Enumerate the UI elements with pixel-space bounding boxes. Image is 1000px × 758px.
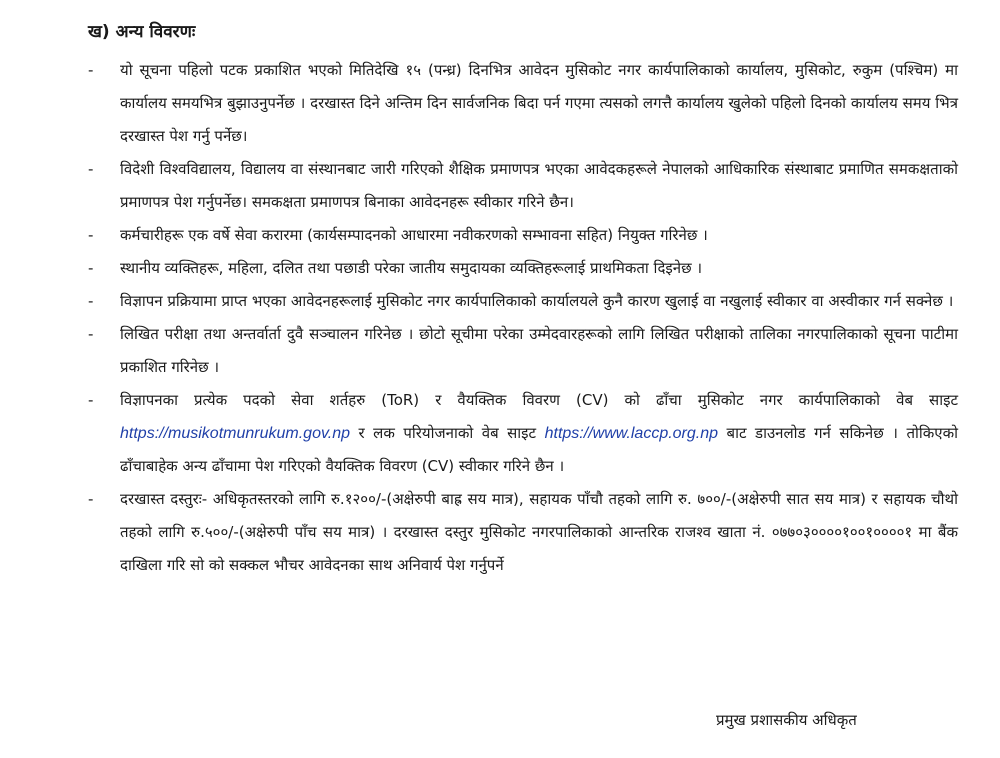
details-list: [88, 54, 958, 582]
list-item-acceptance: [88, 285, 958, 318]
bullet-dash: -: [88, 259, 94, 277]
list-item-exam: [88, 318, 958, 384]
list-item-submission: [88, 54, 958, 153]
list-item-foreign-certificate: [88, 153, 958, 219]
item-text: लिखित परीक्षा तथा अन्तर्वार्ता दुवै सञ्चालन गरिनेछ । छोटो सूचीमा परेका उम्मेदवारहरूको लागि लिखित परीक्षाको तालिका नगरपालिकाको सूचना पाटीमा प्रकाशित गरिनेछ ।: [120, 325, 958, 376]
item-text: दरखास्त दस्तुरः- अधिकृतस्तरको लागि रु.१२००/-(अक्षेरुपी बाह्र सय मात्र), सहायक पाँचौ तहको लागि रु. ७००/-(अक्षेरुपी सात सय मात्र) र सहायक चौथो तहको लागि रु.५००/-(अक्षेरुपी पाँच सय मात्र) । दरखास्त दस्तुर मुसिकोट नगरपालिकाको आन्तरिक राजश्व खाता नं. ०७७०३००००१००१००००१ मा बैंक दाखिला गरि सो को सक्कल भौचर आवेदनका साथ अनिवार्य पेश गर्नुपर्ने: [120, 490, 958, 574]
municipality-website-link[interactable]: https://musikotmunrukum.gov.np: [120, 425, 351, 442]
laccp-website-link[interactable]: https://www.laccp.org.np: [544, 425, 719, 442]
signature-title: प्रमुख प्रशासकीय अधिकृत: [716, 711, 857, 729]
bullet-dash: -: [88, 292, 94, 310]
bullet-dash: -: [88, 160, 94, 178]
item-text: र लक परियोजनाको वेब साइट: [350, 424, 545, 442]
list-item-contract: [88, 219, 958, 252]
bullet-dash: -: [88, 325, 94, 343]
item-text: कर्मचारीहरू एक वर्षे सेवा करारमा (कार्यसम्पादनको आधारमा नवीकरणको सम्भावना सहित) नियुक्त गरिनेछ ।: [120, 226, 708, 244]
bullet-dash: -: [88, 490, 94, 508]
list-item-priority: [88, 252, 958, 285]
item-text: बाट डाउनलोड गर्न सकिनेछ । तोकिएको ढाँचाबाहेक अन्य ढाँचामा पेश गरिएको वैयक्तिक विवरण (CV) स्वीकार गरिने छैन ।: [120, 424, 958, 475]
bullet-dash: -: [88, 391, 94, 409]
item-text: विज्ञापन प्रक्रियामा प्राप्त भएका आवेदनहरूलाई मुसिकोट नगर कार्यपालिकाको कार्यालयले कुनै कारण खुलाई वा नखुलाई स्वीकार वा अस्वीकार गर्न सक्नेछ ।: [120, 292, 954, 310]
item-text: स्थानीय व्यक्तिहरू, महिला, दलित तथा पछाडी परेका जातीय समुदायका व्यक्तिहरूलाई प्राथमिकता दिइनेछ ।: [120, 259, 703, 277]
bullet-dash: -: [88, 226, 94, 244]
item-text: विज्ञापनका प्रत्येक पदको सेवा शर्तहरु (ToR) र वैयक्तिक विवरण (CV) को ढाँचा मुसिकोट नगर कार्यपालिकाको वेब साइट: [120, 391, 958, 409]
list-item-tor-cv: [88, 384, 958, 483]
item-text: विदेशी विश्वविद्यालय, विद्यालय वा संस्थानबाट जारी गरिएको शैक्षिक प्रमाणपत्र भएका आवेदकहरूले नेपालको आधिकारिक संस्थाबाट प्रमाणित समकक्षताको प्रमाणपत्र पेश गर्नुपर्नेछ। समकक्षता प्रमाणपत्र बिनाका आवेदनहरू स्वीकार गरिने छैन।: [120, 160, 958, 211]
list-item-application-fee: [88, 483, 958, 582]
section-heading: ख) अन्य विवरणः: [88, 22, 196, 42]
item-text: यो सूचना पहिलो पटक प्रकाशित भएको मितिदेखि १५ (पन्ध्र) दिनभित्र आवेदन मुसिकोट नगर कार्यपालिकाको कार्यालय, मुसिकोट, रुकुम (पश्चिम) मा कार्यालय समयभित्र बुझाउनुपर्नेछ । दरखास्त दिने अन्तिम दिन सार्वजनिक बिदा पर्न गएमा त्यसको लगत्तै कार्यालय खुलेको पहिलो दिनको कार्यालय समय भित्र दरखास्त पेश गर्नु पर्नेछ।: [120, 61, 958, 145]
bullet-dash: -: [88, 61, 94, 79]
